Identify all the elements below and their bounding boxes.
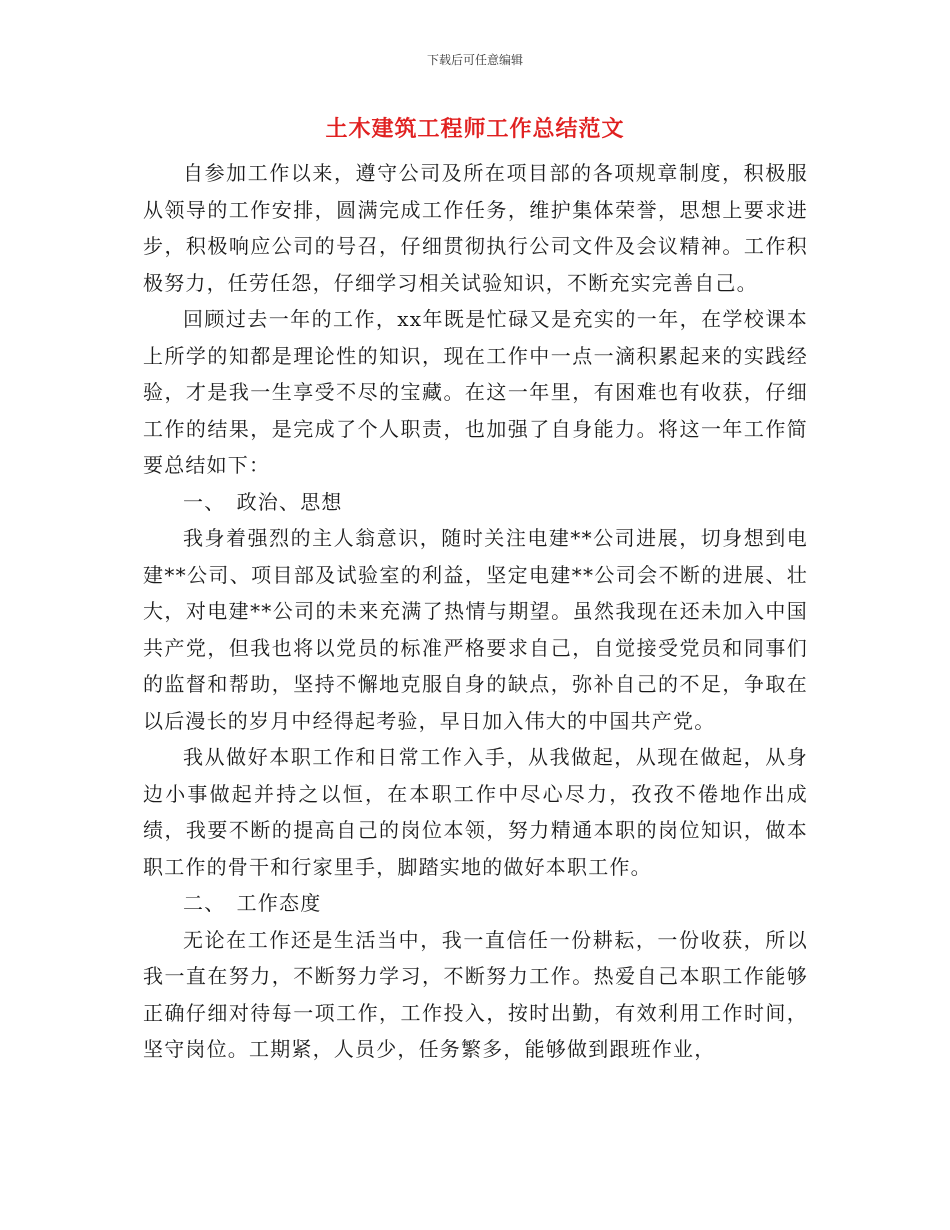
- paragraph-attitude: 无论在工作还是生活当中，我一直信任一份耕耘，一份收获，所以我一直在努力，不断努力学习，不断努力工作。热爱自己本职工作能够正确仔细对待每一项工作，工作投入，按时出勤，有效利用工作时间，坚守岗位。工期紧，人员少，任务繁多，能够做到跟班作业，: [143, 927, 808, 1061]
- paragraph-review: 回顾过去一年的工作，xx年既是忙碌又是充实的一年，在学校课本上所学的知都是理论性的知识，现在工作中一点一滴积累起来的实践经验，才是我一生享受不尽的宝藏。在这一年里，有困难也有收获，仔细工作的结果，是完成了个人职责，也加强了自身能力。将这一年工作简要总结如下：: [143, 307, 808, 477]
- section-heading-attitude: 二、 工作态度: [183, 891, 322, 915]
- document-body: [143, 155, 808, 1068]
- page-header-note: 下载后可任意编辑: [426, 53, 523, 67]
- paragraph-politics: 我身着强烈的主人翁意识，随时关注电建**公司进展，切身想到电建**公司、项目部及试验室的利益，坚定电建**公司会不断的进展、壮大，对电建**公司的未来充满了热情与期望。虽然我现在还未加入中国共产党，但我也将以党员的标准严格要求自己，自觉接受党员和同事们的监督和帮助，坚持不懈地克服自身的缺点，弥补自己的不足，争取在以后漫长的岁月中经得起考验，早日加入伟大的中国共产党。: [143, 526, 808, 733]
- paragraph-duty: 我从做好本职工作和日常工作入手，从我做起，从现在做起，从身边小事做起并持之以恒，在本职工作中尽心尽力，孜孜不倦地作出成绩，我要不断的提高自己的岗位本领，努力精通本职的岗位知识，做本职工作的骨干和行家里手，脚踏实地的做好本职工作。: [143, 745, 808, 879]
- section-heading-politics: 一、 政治、思想: [183, 489, 343, 514]
- document-title: 土木建筑工程师工作总结范文: [325, 116, 625, 142]
- paragraph-intro: 自参加工作以来，遵守公司及所在项目部的各项规章制度，积极服从领导的工作安排，圆满完成工作任务，维护集体荣誉，思想上要求进步，积极响应公司的号召，仔细贯彻执行公司文件及会议精神。工作积极努力，任劳任怨，仔细学习相关试验知识，不断充实完善自己。: [143, 161, 808, 295]
